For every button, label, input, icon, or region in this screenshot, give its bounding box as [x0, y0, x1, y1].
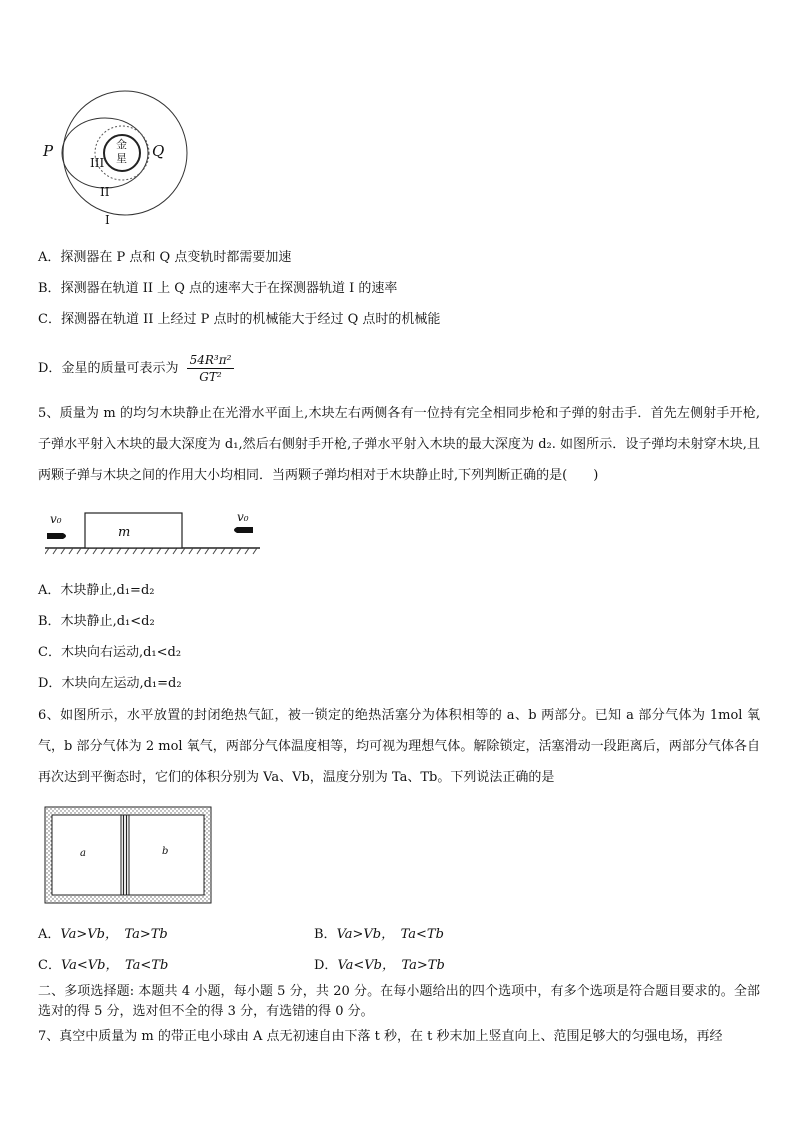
option-letter: C．	[38, 645, 61, 660]
cylinder-diagram	[44, 806, 212, 904]
option-text: 探测器在 P 点和 Q 点变轨时都需要加速	[60, 250, 292, 265]
bullet-left-icon	[47, 533, 66, 539]
q6-option-b	[314, 926, 444, 944]
orbit-label-III: III	[90, 156, 105, 170]
gas-a-label: a	[80, 848, 86, 859]
formula-denominator: GT²	[199, 370, 222, 384]
option-text: 金星的质量可表示为	[61, 361, 179, 376]
orbit-label-q: Q	[152, 142, 165, 160]
option-letter: C．	[38, 958, 61, 973]
orbit-diagram	[35, 85, 195, 235]
orbit-label-I: I	[105, 213, 110, 227]
option-letter: D．	[38, 361, 62, 376]
q4-option-c	[38, 311, 440, 329]
orbit-label-p: P	[43, 142, 54, 160]
option-text: Va>Vb， Ta>Tb	[60, 927, 168, 942]
q4-option-d	[38, 352, 234, 386]
wooden-block	[85, 513, 182, 548]
option-text: 探测器在轨道 II 上经过 P 点时的机械能大于经过 Q 点时的机械能	[60, 312, 441, 327]
q6-option-a	[38, 926, 168, 944]
q5-option-c	[38, 644, 181, 662]
option-text: Va>Vb， Ta<Tb	[336, 927, 444, 942]
option-text: 探测器在轨道 II 上 Q 点的速率大于在探测器轨道 I 的速率	[60, 281, 398, 296]
option-text: 木块静止,d₁=d₂	[60, 583, 155, 598]
piston	[121, 815, 129, 895]
mass-formula	[187, 352, 235, 385]
venus-label-1: 金	[116, 138, 127, 151]
venus-label-2: 星	[116, 152, 127, 165]
option-letter: A．	[38, 250, 61, 265]
q5-option-a	[38, 582, 154, 600]
option-letter: A．	[38, 583, 61, 598]
section-2-header: 二、多项选择题: 本题共 4 小题，每小题 5 分，共 20 分。在每小题给出的四个选项中，有多个选项是符合题目要求的。全部选对的得 5 分，选对但不全的得 3 分，有选错的得 0 分。	[38, 984, 760, 1019]
option-letter: D．	[38, 676, 62, 691]
bullet-right-icon	[234, 527, 253, 533]
velocity-right-label: v₀	[237, 510, 249, 524]
block-mass-label: m	[118, 525, 131, 540]
orbit-label-II: II	[100, 185, 110, 199]
option-letter: B．	[314, 927, 337, 942]
velocity-left-label: v₀	[50, 512, 62, 526]
option-letter: C．	[38, 312, 61, 327]
q6-option-d	[314, 957, 445, 975]
option-text: 木块静止,d₁<d₂	[60, 614, 155, 629]
q4-option-b	[38, 280, 397, 298]
q6-stem: 6、如图所示，水平放置的封闭绝热气缸，被一锁定的绝热活塞分为体积相等的 a、b 两部分。已知 a 部分气体为 1mol 氧气，b 部分气体为 2 mol 氧气，两部分气体温度相等，均可视为理想气体。解除锁定，活塞滑动一段距离后，两部分气体各自再次达到平衡态时，它们的体积分别为 Va、Vb，温度分别为 Ta、Tb。下列说法正确的是	[38, 708, 760, 785]
q5-stem: 5、质量为 m 的均匀木块静止在光滑水平面上,木块左右两侧各有一位持有完全相同步枪和子弹的射击手．首先左侧射手开枪,子弹水平射入木块的最大深度为 d₁,然后右侧射手开枪,子弹水平射入木块的最大深度为 d₂. 如图所示．设子弹均未射穿木块,且两颗子弹与木块之间的作用大小均相同．当两颗子弹均相对于木块静止时,下列判断正确的是( )	[38, 406, 760, 483]
q5-option-d	[38, 675, 182, 693]
option-letter: D．	[314, 958, 338, 973]
formula-numerator: 54R³π²	[187, 352, 235, 369]
option-letter: B．	[38, 281, 61, 296]
option-text: Va<Vb， Ta>Tb	[337, 958, 445, 973]
gas-b-label: b	[162, 846, 169, 857]
q7-stem: 7、真空中质量为 m 的带正电小球由 A 点无初速自由下落 t 秒，在 t 秒末加上竖直向上、范围足够大的匀强电场，再经	[38, 1029, 723, 1044]
q6-option-c	[38, 957, 168, 975]
option-letter: A．	[38, 927, 61, 942]
q5-option-b	[38, 613, 155, 631]
option-text: 木块向右运动,d₁<d₂	[60, 645, 182, 660]
q4-option-a	[38, 249, 291, 267]
option-text: 木块向左运动,d₁=d₂	[61, 676, 182, 691]
option-text: Va<Vb， Ta<Tb	[60, 958, 169, 973]
option-letter: B．	[38, 614, 61, 629]
block-bullet-diagram	[45, 508, 265, 558]
